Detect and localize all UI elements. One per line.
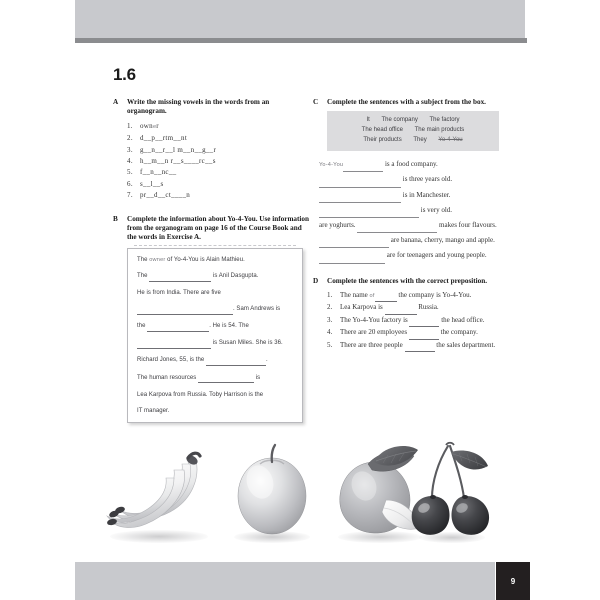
list-item[interactable] [327,315,509,327]
banana-photo [104,448,214,540]
exercise-a-letter: A [113,98,119,106]
page-number: 9 [510,576,516,586]
list-item[interactable]: s__l__s [140,179,164,188]
sentence-text: is a food company. [383,160,438,169]
sentence-text: is three years old. [401,175,453,184]
sentence-pre: The name [340,291,368,300]
list-item[interactable]: d__p__rtm__nt [140,134,188,143]
sentence-post: Russia. [418,303,439,312]
exercise-c-sentences[interactable] [319,157,509,263]
word-bank-row [333,116,493,126]
answer-blank[interactable] [405,340,435,352]
line-pre: IT manager. [137,407,170,414]
word-bank-item[interactable]: The head office [361,127,403,133]
filled-answer: e [152,123,157,130]
line-post: . [266,357,268,364]
textbox-line [137,407,294,416]
exercise-c [313,98,509,264]
list-item[interactable]: f__n__nc__ [140,168,177,177]
textbox-line [137,305,294,315]
exercise-a-list [113,121,309,202]
word-bank-item[interactable]: The main products [414,127,465,133]
answer-blank[interactable] [319,233,389,248]
line-pre: The human resources [137,374,199,381]
line-pre: He is from India. There are five [137,290,221,297]
answer-blank[interactable] [409,327,439,339]
textbox-top-edge [134,245,296,250]
word-prefix: own [140,121,153,130]
answer-blank[interactable] [319,203,419,218]
exercise-a-rubric: Write the missing vowels in the words from an organogram. [127,98,270,116]
exercise-b-textbox[interactable] [127,248,303,423]
page-footer-bar [75,562,495,600]
filled-answer: owner [149,256,166,263]
left-column [113,98,309,430]
sentence-post: the sales department. [436,340,496,349]
exercise-d-letter: D [313,276,319,285]
word-bank-row [333,136,493,146]
word-bank-item[interactable]: The factory [429,117,460,124]
textbox-line [137,374,294,384]
exercise-d-rubric: Complete the sentences with the correct preposition. [327,276,488,285]
word-bank-item[interactable]: Their products [363,136,402,143]
sentence-pre: There are 20 employees [340,328,408,337]
line-post: . He is 54. The [209,323,249,330]
line-post: of Yo-4-You is Alain Mathieu. [165,256,245,263]
list-item[interactable] [327,327,509,339]
answer-blank[interactable] [149,272,211,282]
sentence-pre: Lea Karpova is [340,303,383,312]
list-item[interactable] [327,290,509,302]
page-content [0,43,600,553]
right-column [313,98,509,359]
list-item[interactable]: g__n__r__l m__n__g__r [140,145,217,154]
answer-blank[interactable] [137,339,211,349]
textbox-line [137,272,294,282]
word-bank-item[interactable]: It [366,117,370,124]
textbox-line [137,339,294,349]
sentence-pre: There are three people [340,340,403,349]
sentence-post: the company. [440,328,478,337]
list-item[interactable]: h__m__n r__s____rc__s [140,157,216,166]
sentence-text: are banana, cherry, mango and apple. [389,236,495,245]
exercise-b-rubric: Complete the information about Yo-4-You. Use information from the organogram on page 16 of the Course Book and the words in Exercise A. [127,214,310,242]
answer-blank[interactable] [147,322,209,332]
sentence-text: is very old. [419,205,453,214]
answer-blank[interactable] [375,290,397,302]
line-post: is Susan Miles. She is 36. [211,340,283,347]
sentence-post: the head office. [441,315,485,324]
word-bank-item-used[interactable]: Yo-4-You [438,136,463,143]
line-post: . Sam Andrews is [233,306,281,313]
textbox-line [137,356,294,366]
sentence-pre: The Yo-4-You factory is [340,315,408,324]
fruit-illustrations [100,428,512,546]
line-pre: The [137,272,150,279]
exercise-d [313,277,509,352]
exercise-c-rubric: Complete the sentences with a subject from the box. [327,98,486,106]
sentence-text: are for teenagers and young people. [385,251,487,260]
answer-blank[interactable] [206,356,266,366]
line-pre: the [137,323,148,330]
line-pre: Richard Jones, 55, is the [137,357,207,364]
textbox-line [137,256,294,265]
line-pre: The [137,256,150,263]
apple-photo [226,442,318,540]
exercise-a [113,98,309,202]
page-header-bar [75,0,525,38]
list-item[interactable] [327,340,509,352]
exercise-c-letter: C [313,98,319,106]
answer-blank[interactable] [385,302,417,314]
exercise-b-letter: B [113,214,118,223]
cherry-photo [404,440,500,540]
textbox-line [137,289,294,298]
list-item[interactable]: pr__d__ct____n [140,191,191,200]
sentence-text: makes four flavours. [437,221,497,229]
filled-answer: Yo-4-You [319,162,344,169]
word-bank-item[interactable]: The company [381,117,418,124]
line-post: is [254,374,261,381]
word-bank-item[interactable]: They [413,136,427,143]
answer-blank[interactable] [343,157,383,172]
word-suffix: r [156,121,159,130]
page-title: 1.6 [113,65,136,84]
list-item[interactable] [327,302,509,314]
filled-answer: of [369,293,375,300]
answer-blank[interactable] [409,315,439,327]
answer-blank[interactable] [319,248,385,263]
answer-blank[interactable] [319,172,401,187]
sentence-text: are yoghurts. [319,221,358,229]
exercise-c-word-bank[interactable] [327,111,499,151]
exercise-d-list [313,290,509,352]
line-pre: Lea Karpova from Russia. Toby Harrison is the [137,391,264,398]
line-post: is Anil Dasgupta. [211,272,259,279]
exercise-b [113,215,309,424]
page-number-badge [496,562,530,600]
answer-blank[interactable] [198,374,254,384]
word-bank-row [333,126,493,136]
answer-blank[interactable] [357,218,437,233]
sentence-post: the company is Yo-4-You. [398,291,472,300]
textbox-line [137,391,294,400]
answer-blank[interactable] [137,305,233,315]
textbox-line [137,322,294,332]
list-item[interactable] [127,121,309,133]
answer-blank[interactable] [319,188,401,203]
sentence-text: is in Manchester. [401,190,451,199]
